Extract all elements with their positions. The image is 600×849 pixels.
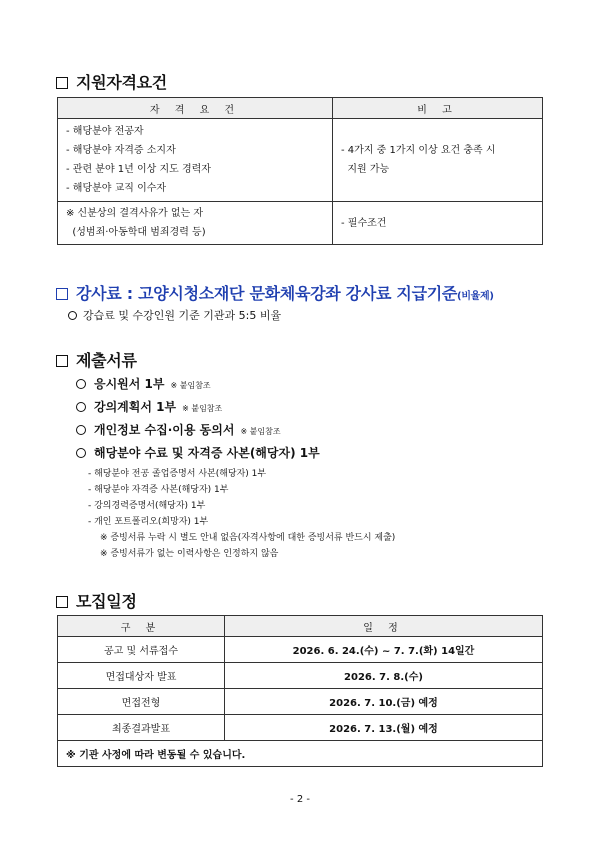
circle-bullet-icon <box>68 311 77 320</box>
requirements-cell <box>58 119 333 202</box>
table-row <box>58 663 543 689</box>
header-category: 구 분 <box>58 616 225 637</box>
circle-bullet-icon <box>76 448 86 458</box>
header-schedule: 일 정 <box>225 616 543 637</box>
note-line: - 필수조건 <box>341 217 387 229</box>
schedule-date: 2026. 7. 10.(금) 예정 <box>225 689 543 715</box>
fee-title-suffix: (비율제) <box>457 291 494 302</box>
header-requirements: 자 격 요 건 <box>58 98 333 119</box>
circle-bullet-icon <box>76 379 86 389</box>
document-subitem: - 해당분야 자격증 사본(해당자) 1부 <box>88 485 229 495</box>
schedule-date: 2026. 7. 8.(수) <box>225 663 543 689</box>
section-title-qualifications: 지원자격요건 <box>56 70 167 93</box>
note-line: - 4가지 중 1가지 이상 요건 충족 시 <box>341 145 496 156</box>
document-subitem: - 강의경력증명서(해당자) 1부 <box>88 501 206 511</box>
table-row <box>58 637 543 663</box>
checkbox-square-icon <box>56 596 68 608</box>
table-header-row <box>58 616 543 637</box>
note-cell <box>333 202 543 245</box>
schedule-date: 2026. 6. 24.(수) ~ 7. 7.(화) 14일간 <box>225 637 543 663</box>
requirement-line: - 해당분야 전공자 <box>66 126 144 137</box>
page-number: - 2 - <box>290 794 310 805</box>
document-note: ※ 증빙서류 누락 시 별도 안내 없음(자격사항에 대한 증빙서류 반드시 제출) <box>100 533 396 543</box>
schedule-label: 공고 및 서류접수 <box>58 637 225 663</box>
document-item: 해당분야 수료 및 자격증 사본(해당자) 1부 <box>76 444 320 461</box>
checkbox-square-icon <box>56 355 68 367</box>
table-row <box>58 715 543 741</box>
circle-bullet-icon <box>76 425 86 435</box>
schedule-label: 면접대상자 발표 <box>58 663 225 689</box>
header-note: 비 고 <box>333 98 543 119</box>
schedule-note: ※ 기관 사정에 따라 변동될 수 있습니다. <box>58 741 543 767</box>
requirement-line: - 관련 분야 1년 이상 지도 경력자 <box>66 164 211 175</box>
document-item: 강의계획서 1부 ※ 붙임참조 <box>76 398 222 415</box>
note-line: 지원 가능 <box>341 164 390 175</box>
schedule-label: 최종결과발표 <box>58 715 225 741</box>
schedule-date: 2026. 7. 13.(월) 예정 <box>225 715 543 741</box>
document-subitem: - 개인 포트폴리오(희망자) 1부 <box>88 517 209 527</box>
checkbox-square-icon <box>56 77 68 89</box>
requirement-line: ※ 신분상의 결격사유가 없는 자 <box>66 208 204 219</box>
schedule-label: 면접전형 <box>58 689 225 715</box>
requirements-cell <box>58 202 333 245</box>
section-title-documents: 제출서류 <box>56 348 137 371</box>
document-note: ※ 증빙서류가 없는 이력사항은 인정하지 않음 <box>100 549 279 559</box>
table-header-row <box>58 98 543 119</box>
section-title-schedule: 모집일정 <box>56 589 137 612</box>
schedule-table <box>57 615 543 767</box>
table-row <box>58 202 543 245</box>
requirement-line: (성범죄·아동학대 범죄경력 등) <box>66 227 206 238</box>
table-row <box>58 741 543 767</box>
table-row <box>58 689 543 715</box>
document-item: 개인정보 수집·이용 동의서 ※ 붙임참조 <box>76 421 281 438</box>
document-item: 응시원서 1부 ※ 붙임참조 <box>76 375 211 392</box>
requirement-line: - 해당분야 자격증 소지자 <box>66 145 176 156</box>
qualifications-table <box>57 97 543 245</box>
checkbox-square-icon <box>56 288 68 300</box>
requirement-line: - 해당분야 교직 이수자 <box>66 183 167 194</box>
section-title-fee: 강사료 : 고양시청소재단 문화체육강좌 강사료 지급기준(비율제) <box>56 281 494 304</box>
fee-item: 강습료 및 수강인원 기준 기관과 5:5 비율 <box>68 307 281 323</box>
table-row <box>58 119 543 202</box>
circle-bullet-icon <box>76 402 86 412</box>
note-cell <box>333 119 543 202</box>
document-subitem: - 해당분야 전공 졸업증명서 사본(해당자) 1부 <box>88 469 267 479</box>
